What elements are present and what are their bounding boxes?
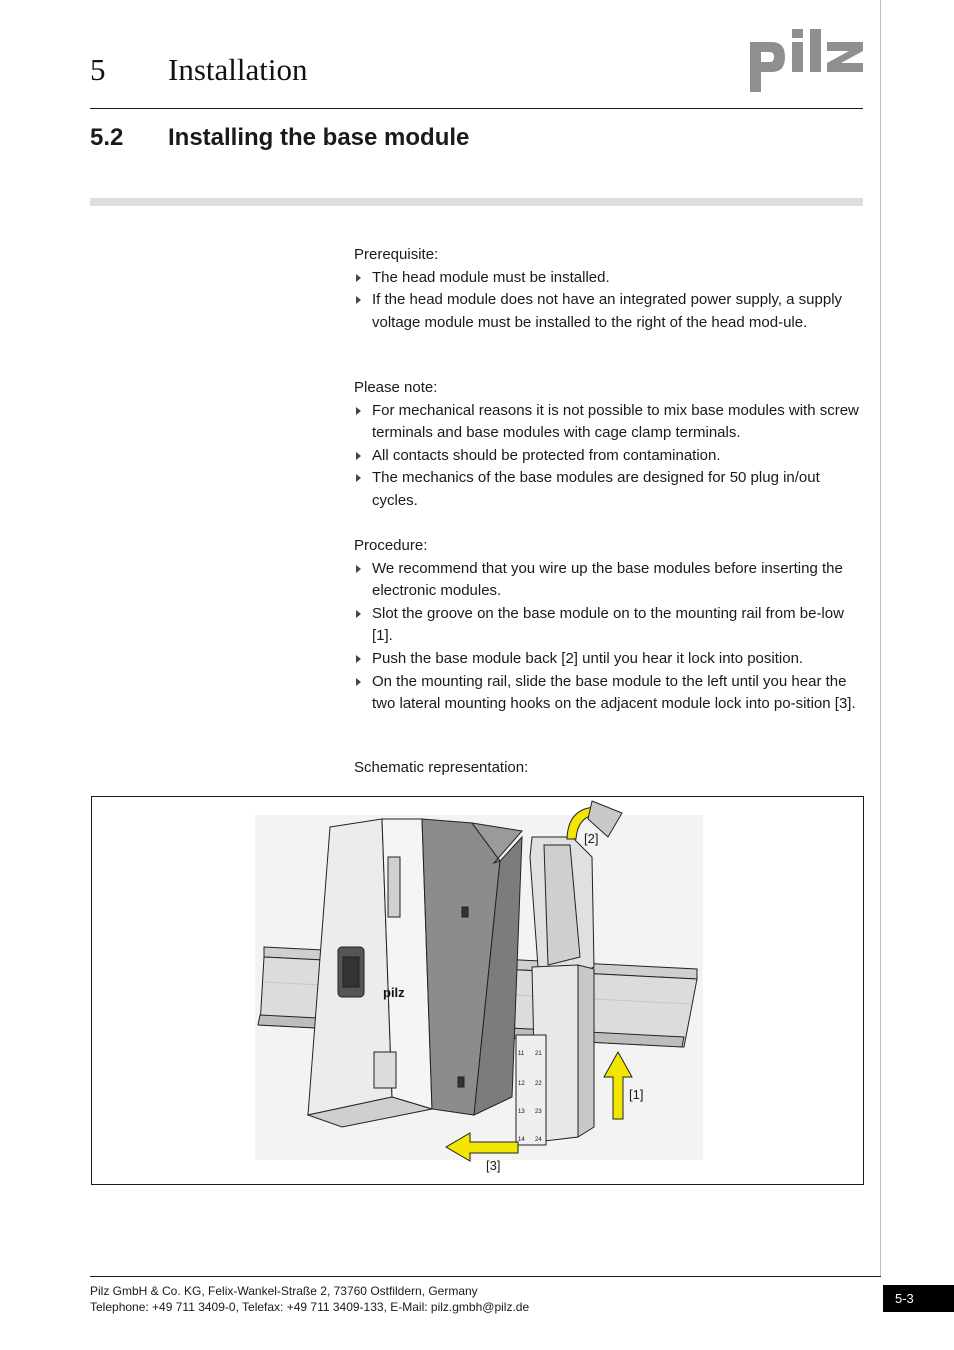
schematic-caption <box>354 757 866 780</box>
footer <box>90 1283 529 1315</box>
terminal-label: 12 <box>518 1081 525 1087</box>
pilz-logo <box>748 28 866 94</box>
schematic-label: Schematic representation: <box>354 759 529 776</box>
head-module <box>308 819 432 1127</box>
schematic-illustration <box>92 797 863 1184</box>
list-item: The head module must be installed. <box>354 267 866 290</box>
terminal-label: 21 <box>535 1051 542 1057</box>
terminal-label: 11 <box>518 1051 525 1057</box>
procedure-block <box>354 535 866 716</box>
terminal-label: 23 <box>535 1109 542 1115</box>
module-logo: pilz <box>383 985 405 1000</box>
footer-rule <box>90 1276 881 1277</box>
terminal-label: 22 <box>535 1081 542 1087</box>
terminal-label: 24 <box>535 1137 542 1143</box>
header-rule <box>90 108 863 109</box>
list-item: On the mounting rail, slide the base module to the left until you hear the two lateral mounting hooks on the adjacent module lock into po-sition [3]. <box>354 671 866 716</box>
list-item: We recommend that you wire up the base modules before inserting the electronic modules. <box>354 558 866 603</box>
please-note-list <box>354 400 866 513</box>
section-title: Installing the base module <box>168 124 470 151</box>
schematic-figure <box>91 796 864 1185</box>
list-item: Slot the groove on the base module on to the mounting rail from be-low [1]. <box>354 603 866 648</box>
terminal-label: 13 <box>518 1109 525 1115</box>
please-note-heading: Please note: <box>354 379 438 396</box>
chapter-number: 5 <box>90 52 106 87</box>
callout-2: [2] <box>584 831 599 846</box>
list-item: The mechanics of the base modules are designed for 50 plug in/out cycles. <box>354 467 866 512</box>
prerequisite-heading: Prerequisite: <box>354 246 439 263</box>
footer-address: Pilz GmbH & Co. KG, Felix-Wankel-Straße 2, 73760 Ostfildern, Germany <box>90 1284 478 1298</box>
list-item: All contacts should be protected from contamination. <box>354 445 866 468</box>
please-note-block <box>354 377 866 513</box>
procedure-list <box>354 558 866 716</box>
footer-contact: Telephone: +49 711 3409-0, Telefax: +49 711 3409-133, E-Mail: pilz.gmbh@pilz.de <box>90 1300 530 1314</box>
section-heading <box>90 124 470 152</box>
callout-3: [3] <box>486 1158 501 1173</box>
right-margin-rule <box>880 0 881 1276</box>
list-item: Push the base module back [2] until you hear it lock into position. <box>354 648 866 671</box>
section-number: 5.2 <box>90 124 124 151</box>
terminal-label: 14 <box>518 1137 525 1143</box>
page-number: 5-3 <box>883 1285 954 1312</box>
prerequisite-list <box>354 267 866 335</box>
list-item: For mechanical reasons it is not possible to mix base modules with screw terminals and base modules with cage clamp terminals. <box>354 400 866 445</box>
procedure-heading: Procedure: <box>354 537 428 554</box>
section-divider-bar <box>90 198 863 206</box>
chapter-title: Installation <box>168 52 308 87</box>
callout-1: [1] <box>629 1087 644 1102</box>
list-item: If the head module does not have an integrated power supply, a supply voltage module must be installed to the right of the head mod-ule. <box>354 289 866 334</box>
prerequisite-block <box>354 244 866 334</box>
